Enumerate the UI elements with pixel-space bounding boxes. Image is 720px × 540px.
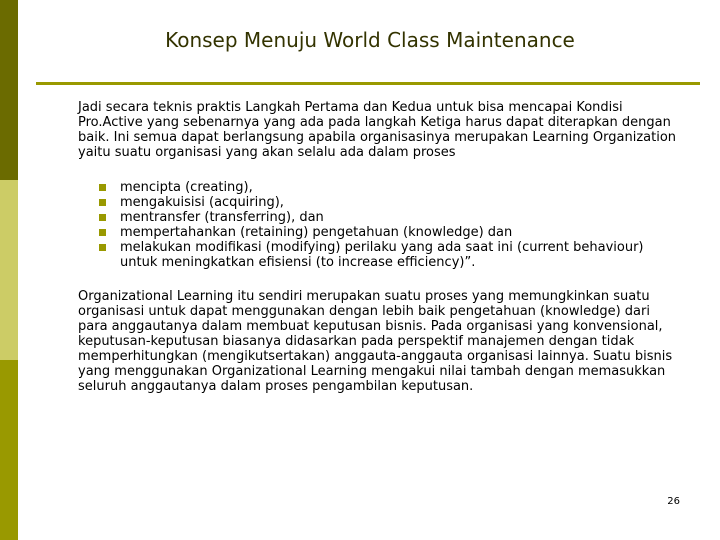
square-bullet-icon: [99, 229, 106, 236]
bullet-item: [78, 180, 678, 195]
bullet-item: [78, 195, 678, 210]
bullet-item: [78, 210, 678, 225]
bullet-text: mengakuisisi (acquiring),: [120, 195, 284, 210]
bullet-text: mempertahankan (retaining) pengetahuan (knowledge) dan: [120, 225, 513, 240]
slide-body: [78, 100, 678, 394]
square-bullet-icon: [99, 184, 106, 191]
slide-title: Konsep Menuju World Class Maintenance: [165, 28, 575, 52]
side-bar-top: [0, 0, 18, 180]
bullet-list: [78, 180, 678, 270]
square-bullet-icon: [99, 244, 106, 251]
square-bullet-icon: [99, 199, 106, 206]
bullet-item: [78, 225, 678, 240]
page-number: 26: [667, 496, 680, 507]
intro-paragraph: Jadi secara teknis praktis Langkah Pertama dan Kedua untuk bisa mencapai Kondisi Pro.Active yang sebenarnya yang ada pada langkah Ketiga harus dapat diterapkan dengan baik. Ini semua dapat berlangsung apabila organisasinya merupakan Learning Organization yaitu suatu organisasi yang akan selalu ada dalam proses: [78, 100, 677, 160]
bullet-text: mentransfer (transferring), dan: [120, 210, 324, 225]
bullet-item: [78, 240, 678, 270]
square-bullet-icon: [99, 214, 106, 221]
bullet-text: melakukan modifikasi (modifying) perilaku yang ada saat ini (current behaviour) untuk meningkatkan efisiensi (to increase efficiency)”.: [120, 240, 644, 270]
side-bar-bottom: [0, 360, 18, 540]
title-divider: [36, 82, 700, 85]
bullet-text: mencipta (creating),: [120, 180, 253, 195]
side-bar-middle: [0, 180, 18, 360]
closing-paragraph: Organizational Learning itu sendiri merupakan suatu proses yang memungkinkan suatu organisasi untuk dapat menggunakan dengan lebih baik pengetahuan (knowledge) dari para anggautanya dalam membuat keputusan bisnis. Pada organisasi yang konvensional, keputusan-keputusan biasanya didasarkan pada perspektif manajemen dengan tidak memperhitungkan (mengikutsertakan) anggauta-anggauta organisasi lainnya. Suatu bisnis yang menggunakan Organizational Learning mengakui nilai tambah dengan memasukkan seluruh anggautanya dalam proses pengambilan keputusan.: [78, 289, 673, 394]
